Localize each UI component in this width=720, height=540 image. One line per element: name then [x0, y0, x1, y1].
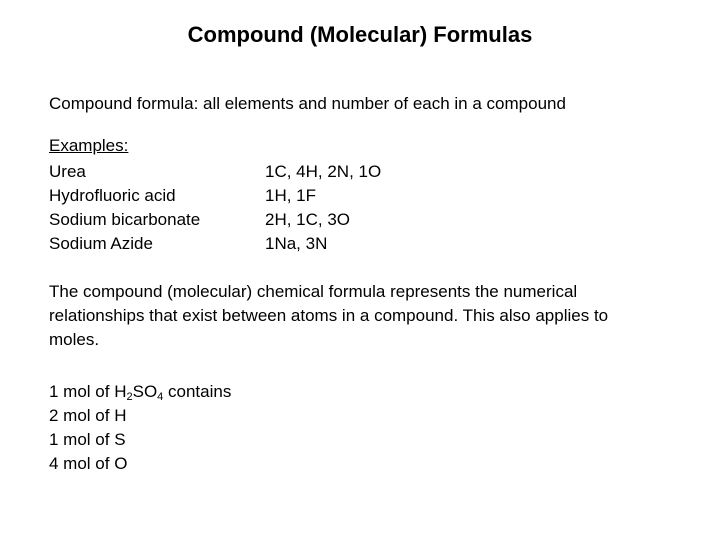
example-row [49, 232, 449, 256]
moles-block [49, 380, 231, 476]
example-value: 1Na, 3N [265, 234, 328, 253]
moles-intro-prefix: 1 mol of H [49, 382, 127, 401]
moles-intro [49, 380, 231, 404]
slide-title: Compound (Molecular) Formulas [187, 22, 533, 47]
example-value: 2H, 1C, 3O [265, 210, 351, 229]
subscript-2: 2 [126, 391, 133, 403]
definition-term: Compound formula: [49, 94, 199, 113]
definition-text: all elements and number of each in a compound [198, 94, 566, 113]
moles-intro-mid: SO [132, 382, 158, 401]
examples-label: Examples: [49, 136, 129, 155]
example-name: Hydrofluoric acid [49, 186, 176, 205]
example-name: Sodium Azide [49, 234, 153, 253]
explanation-paragraph: The compound (molecular) chemical formula represents the numerical relationships that exist between atoms in a compound. This also applies to moles. [49, 282, 609, 349]
example-value: 1H, 1F [265, 186, 317, 205]
example-row [49, 160, 449, 184]
mole-line: 2 mol of H [49, 406, 127, 425]
example-value: 1C, 4H, 2N, 1O [265, 162, 382, 181]
examples-list [49, 160, 449, 256]
example-name: Urea [49, 162, 86, 181]
example-row [49, 184, 449, 208]
example-name: Sodium bicarbonate [49, 210, 201, 229]
moles-intro-suffix: contains [163, 382, 232, 401]
example-row [49, 208, 449, 232]
mole-line: 4 mol of O [49, 454, 128, 473]
subscript-4: 4 [157, 391, 164, 403]
definition [49, 94, 566, 114]
mole-line: 1 mol of S [49, 430, 126, 449]
